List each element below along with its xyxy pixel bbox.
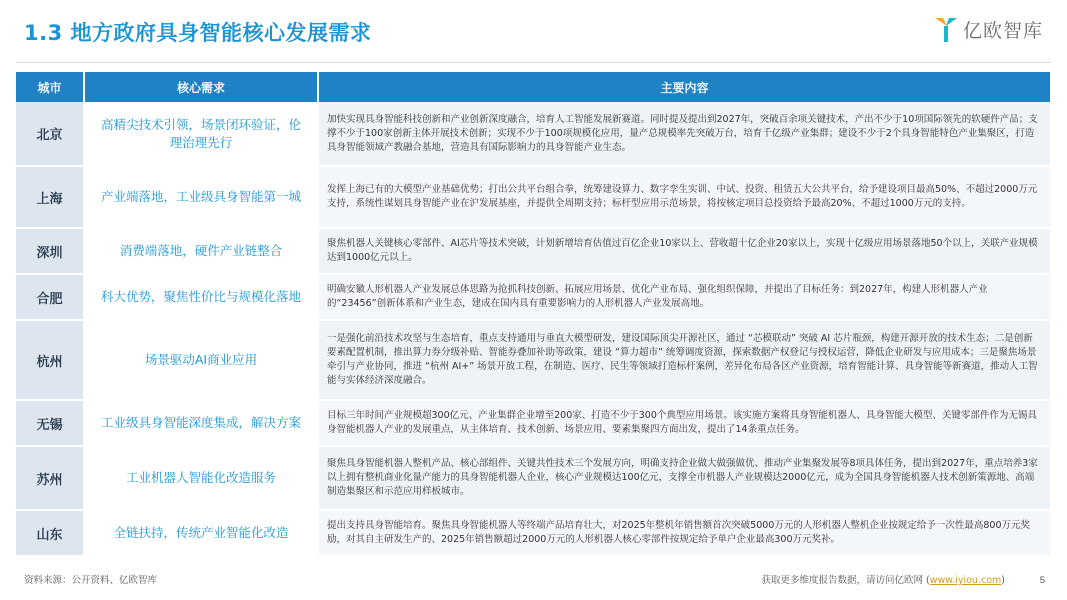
content-cell: 聚焦具身智能机器人整机产品、核心部组件、关键共性技术三个发展方向，明确支持企业做大做强做优、推动产业集聚发展等8项具体任务，提出到2027年，重点培养3家以上拥有整机商业化量产能力的具身智能机器人企业，核心产业规模达100亿元，支撑全市机器人产业规模达2000亿元，成为全国具身智能机器人技术创新策源地、高端制造集聚区和示范应用样板城市。 [318,446,1050,510]
more-info-prefix: 获取更多维度报告数据，请访问亿欧网 ( [761,575,930,586]
city-cell: 北京 [16,102,84,166]
city-cell: 深圳 [16,228,84,274]
city-cell: 上海 [16,166,84,228]
source-note: 资料来源：公开资料、亿欧智库 [24,575,158,586]
content-cell: 聚焦机器人关键核心零部件、AI芯片等技术突破，计划新增培育估值过百亿企业10家以上、营收超十亿企业20家以上，实现十亿级应用场景落地50个以上，关联产业规模达到1000亿元以上。 [318,228,1050,274]
city-cell: 合肥 [16,274,84,320]
website-link[interactable]: www.iyiou.com [929,575,1002,586]
more-info-note [762,572,1005,586]
page-number: 5 [1039,575,1045,586]
column-header-content: 主要内容 [318,72,1050,102]
need-cell: 工业机器人智能化改造服务 [84,446,318,510]
header-divider [16,62,1051,63]
table-row [16,102,1050,166]
content-cell: 明确安徽人形机器人产业发展总体思路为抢抓科技创新、拓展应用场景、优化产业布局、强化组织保障，并提出了目标任务：到2027年，构建人形机器人产业的“23456”创新体系和产业生态，建成在国内具有重要影响力的人形机器人产业发展高地。 [318,274,1050,320]
table-header-row [16,72,1050,102]
city-demand-table [16,72,1050,557]
logo-mark-icon [933,14,959,44]
table-row [16,446,1050,510]
need-cell: 科大优势，聚焦性价比与规模化落地 [84,274,318,320]
need-cell: 场景驱动AI商业应用 [84,320,318,400]
city-cell: 无锡 [16,400,84,446]
table-row [16,274,1050,320]
need-cell: 高精尖技术引领，场景闭环验证，伦理治理先行 [84,102,318,166]
city-cell: 杭州 [16,320,84,400]
more-info-suffix: ) [1001,575,1005,586]
content-cell: 提出支持具身智能培育。聚焦具身智能机器人等终端产品培育壮大，对2025年整机年销售额首次突破5000万元的人形机器人整机企业按规定给予一次性最高800万元奖励，对其自主研发生产的、2025年销售额超过2000万元的人形机器人核心零部件按规定给予单户企业最高300万元奖补。 [318,510,1050,556]
column-header-city: 城市 [16,72,84,102]
table-row [16,400,1050,446]
need-cell: 工业级具身智能深度集成，解决方案 [84,400,318,446]
need-cell: 产业端落地，工业级具身智能第一城 [84,166,318,228]
logo-text: 亿欧智库 [962,19,1043,42]
column-header-need: 核心需求 [84,72,318,102]
content-cell: 目标三年时间产业规模超300亿元、产业集群企业增至200家、打造不少于300个典型应用场景。该实施方案将具身智能机器人、具身智能大模型、关键零部件作为无锡具身智能机器人产业的发展重点，从主体培育、技术创新、场景应用、要素集聚四方面出发，提出了14条重点任务。 [318,400,1050,446]
need-cell: 全链扶持，传统产业智能化改造 [84,510,318,556]
content-cell: 发挥上海已有的大模型产业基础优势；打出公共平台组合拳，统筹建设算力、数字孪生实训、中试、投资、租赁五大公共平台，给予建设项目最高50%、不超过2000万元支持，系统性谋划具身智能产业在沪发展基座，并提供全周期支持；标杆型应用示范场景，将按核定项目总投资给予最高20%、不超过1000万元的支持。 [318,166,1050,228]
content-cell: 一是强化前沿技术攻坚与生态培育，重点支持通用与垂直大模型研发，建设国际顶尖开源社区，通过 “芯模联动” 突破 AI 芯片瓶颈，构建开源开放的技术生态；二是创新要素配置机制，推出算力券分级补贴、智能券叠加补助等政策，建设 “算力超市” 统筹调度资源，探索数据产权登记与授权运营，降低企业研发与应用成本；三是聚焦场景牵引与产业协同，推进 “杭州 AI+” 场景开放工程，在制造、医疗、民生等领域打造标杆案例，差异化布局各区产业资源，培育智能计算、具身智能等新赛道，推动人工智能与实体经济深度融合。 [318,320,1050,400]
city-cell: 山东 [16,510,84,556]
brand-logo [933,14,1043,44]
table-row [16,228,1050,274]
city-cell: 苏州 [16,446,84,510]
need-cell: 消费端落地，硬件产业链整合 [84,228,318,274]
content-cell: 加快实现具身智能科技创新和产业创新深度融合，培育人工智能发展新赛道。同时提及提出到2027年，突破百余项关键技术，产出不少于10项国际领先的软硬件产品；支撑不少于100家创新主体开展技术创新；实现不少于100项规模化应用，量产总规模率先突破万台，培育千亿级产业集群；建设不少于2个具身智能特色产业集聚区，打造具身智能领域产教融合基地，营造具有国际影响力的具身智能产业生态。 [318,102,1050,166]
table-row [16,320,1050,400]
page-title: 1.3 地方政府具身智能核心发展需求 [24,21,372,45]
table-row [16,510,1050,556]
table-row [16,166,1050,228]
